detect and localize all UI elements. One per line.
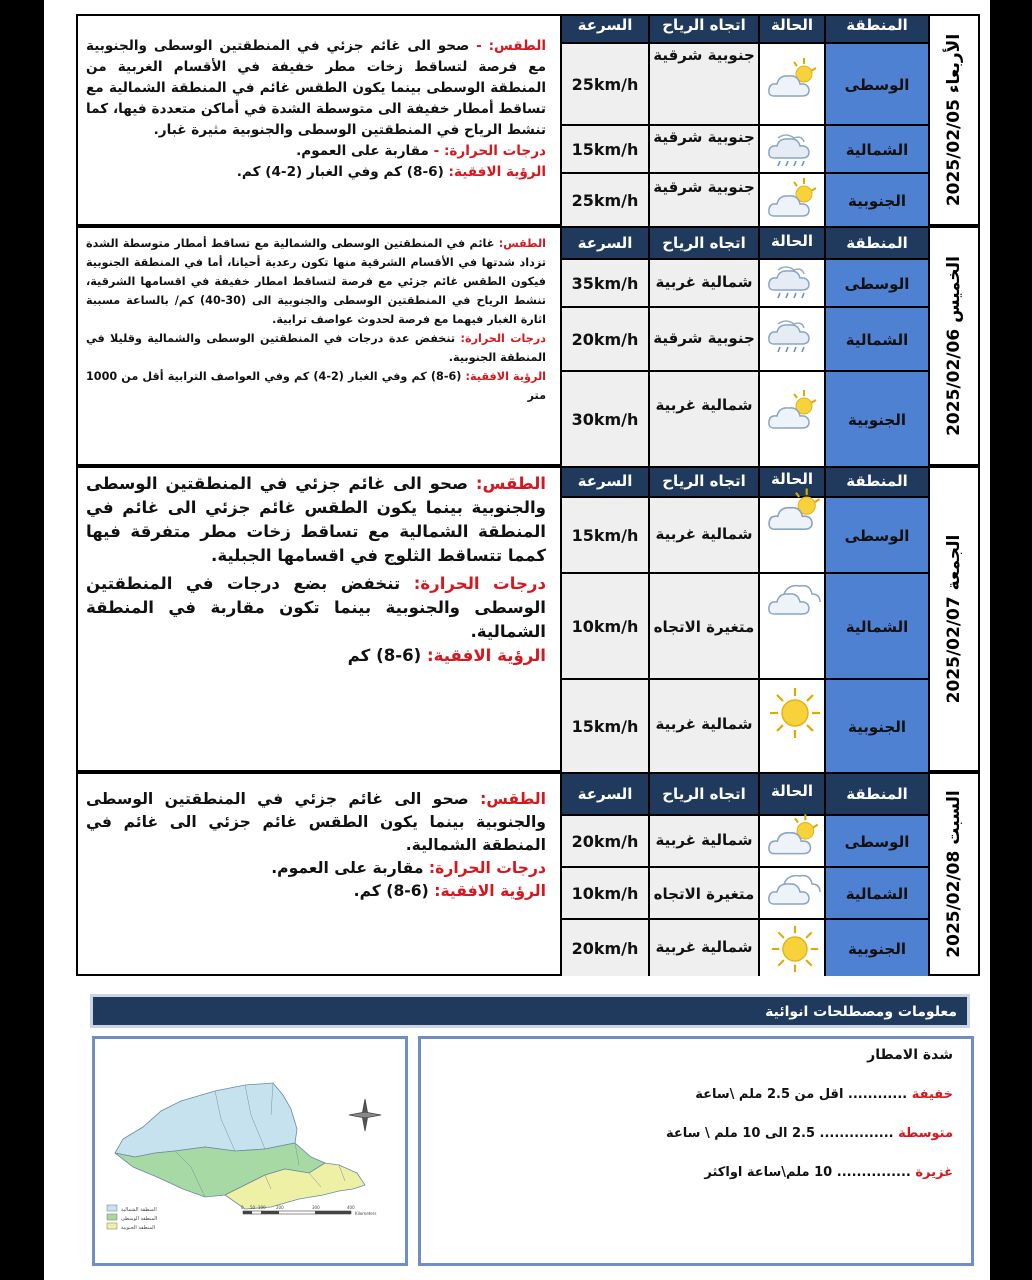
header-condition: الحالة [760,228,826,258]
day-date: السبت 2025/02/08 [928,774,978,974]
header-speed: السرعة [562,16,650,42]
legend-row-heavy: غزيرة ............... 10 ملم\ساعة اواكثر [704,1165,953,1180]
day-forecast-text [78,468,562,770]
region-name: الجنوبية [826,678,930,772]
region-name: الجنوبية [826,172,930,226]
legend-row-moderate: متوسطة ............... 2.5 الى 10 ملم \ ساعة [666,1126,953,1141]
day-forecast-text [78,228,562,464]
header-wind-direction: اتجاه الرياح [650,468,760,496]
region-name: الوسطى [826,42,930,124]
header-speed: السرعة [562,228,650,258]
rain-intensity-legend [418,1036,974,1266]
region-name: الشمالية [826,306,930,370]
temperature-label: درجات الحرارة: [460,332,546,345]
region-name: الوسطى [826,814,930,866]
cloud-rain-icon [766,130,822,170]
info-bar-title: معلومات ومصطلحات انوائية [90,994,970,1028]
scale-tick: 300 [312,1205,320,1210]
day-block-saturday [76,772,980,976]
header-wind-direction: اتجاه الرياح [650,16,760,42]
wind-direction: متغيرة الاتجاه [650,866,760,918]
temperature-label: درجات الحرارة: [413,574,546,593]
scale-unit: Kilometers [355,1211,377,1216]
visibility-text: (6-8) كم وفي الغبار (2-4) كم. [236,164,449,180]
wind-speed: 30km/h [562,370,650,466]
wind-speed: 20km/h [562,918,650,976]
header-region: المنطقة [826,228,930,258]
wind-direction: شمالية غربية [650,918,760,976]
region-name: الشمالية [826,866,930,918]
partly-cloudy-icon [766,388,822,434]
wind-direction: جنوبية شرقية [650,124,760,172]
header-condition: الحالة [760,468,826,496]
wind-direction: شمالية غربية [650,496,760,572]
partly-cloudy-icon [766,176,822,222]
header-region: المنطقة [826,468,930,496]
partly-cloudy-icon [766,56,822,102]
sun-icon [770,924,820,974]
weather-label: الطقس: [475,474,546,493]
partly-cloudy-icon [766,486,826,536]
visibility-label: الرؤية الافقية: [427,646,546,665]
header-region: المنطقة [826,16,930,42]
region-name: الجنوبية [826,918,930,976]
header-wind-direction: اتجاه الرياح [650,228,760,258]
region-name: الوسطى [826,258,930,306]
scale-tick: 400 [347,1205,355,1210]
wind-speed: 25km/h [562,42,650,124]
cloud-rain-icon [766,316,822,356]
day-forecast-text: الطقس: - صحو الى غائم جزئي في المنطقتين الوسطى والجنوبية مع فرصة لتساقط زخات مطر خفيفة في الأقسام الغربية من المنطقة الوسطى بينما يكون الطقس غائم في المنطقة الشمالية مع تساقط أمطار خفيفة الى متوسطة الشدة في أماكن متعددة فيها، كما تنشط الرياح في المنطقتين الوسطى والجنوبية مثيرة غبار. درجات الحرارة: - مقاربة على العموم. الرؤية الافقية: (6-8) كم وفي الغبار (2-4) كم. [78,16,562,224]
wind-direction: شمالية غربية [650,370,760,466]
wind-direction: جنوبية شرقية [650,42,760,124]
temperature-text: تنخفض عدة درجات في المنطقتين الوسطى والشمالية وقليلا في المنطقة الجنوبية. [86,332,546,364]
forecast-page [44,0,990,1280]
map-legend-item: المنطقة الشمالية [121,1207,157,1213]
wind-direction: متغيرة الاتجاه [650,572,760,678]
header-speed: السرعة [562,774,650,814]
wind-speed: 15km/h [562,678,650,772]
weather-text: غائم في المنطقتين الوسطى والشمالية مع تساقط أمطار متوسطة الشدة تزداد شدتها في الأقسام الشرقية منها تكون رعدية أحيانا، أما في المنطقة الجنوبية فيكون الطقس غائم جزئي مع فرصة لتساقط امطار خفيفة في اقسامها الشرقية، تنشط الرياح في المنطقتين الوسطى والجنوبية الى (30-40) كم/ بالساعة مسببة اثارة الغبار فيهما مع فرصة لحدوث عواصف ترابية. [86,237,546,326]
day-date: الخميس 2025/02/06 [928,228,978,464]
wind-direction: جنوبية شرقية [650,306,760,370]
weather-text: صحو الى غائم جزئي في المنطقتين الوسطى والجنوبية بينما يكون الطقس غائم جزئي الى غائم في المنطقة الشمالية مع تساقط زخات مطر متفرقة فيها كمما تتساقط الثلوج في اقسامها الجبلية. [86,474,546,565]
region-name: الشمالية [826,572,930,678]
visibility-label: الرؤية الافقية: [465,370,546,383]
sun-icon [768,686,822,740]
legend-row-light: خفيفة ............ اقل من 2.5 ملم \ساعة [695,1087,953,1102]
scale-tick: 0 [241,1205,244,1210]
header-condition: الحالة [760,774,826,814]
visibility-label: الرؤية الافقية: [448,164,546,180]
day-block-wednesday [76,14,980,226]
wind-speed: 20km/h [562,814,650,866]
wind-speed: 15km/h [562,496,650,572]
day-date: الأربعاء 2025/02/05 [928,16,978,224]
weather-text: صحو الى غائم جزئي في المنطقتين الوسطى والجنوبية مع فرصة لتساقط زخات مطر خفيفة في الأقسام الغربية من المنطقة الوسطى بينما يكون الطقس غائم في المنطقة الشمالية مع تساقط أمطار خفيفة الى متوسطة الشدة في أماكن متعددة فيها، كما تنشط الرياح في المنطقتين الوسطى والجنوبية مثيرة غبار. [86,38,546,138]
scale-tick: 50 [250,1205,256,1210]
day-block-friday [76,466,980,772]
weather-label: الطقس: [488,38,547,54]
weather-text: صحو الى غائم جزئي في المنطقتين الوسطى والجنوبية بينما يكون الطقس غائم جزئي الى غائم في المنطقة الشمالية. [86,790,546,854]
visibility-text: (6-8) كم [347,646,428,665]
weather-label: الطقس: [480,790,546,808]
region-name: الوسطى [826,496,930,572]
cloudy-icon [766,870,826,910]
visibility-text: (6-8) كم. [353,882,435,900]
temperature-label: درجات الحرارة: [428,859,546,877]
weather-label: الطقس: [498,237,546,250]
map-graphic [95,1039,405,1263]
header-speed: السرعة [562,468,650,496]
header-wind-direction: اتجاه الرياح [650,774,760,814]
visibility-label: الرؤية الافقية: [434,882,546,900]
rain-intensity-title: شدة الامطار [867,1047,953,1063]
region-name: الجنوبية [826,370,930,466]
temperature-text: مقاربة على العموم. [296,143,434,159]
compass-rose-icon [349,1099,381,1131]
cloud-rain-icon [766,262,822,302]
temperature-text: تنخفض بضع درجات في المنطقتين الوسطى والجنوبية بينما تكون مقاربة في المنطقة الشمالية. [86,574,546,641]
wind-speed: 10km/h [562,866,650,918]
iraq-regions-map [92,1036,408,1266]
scale-tick: 100 [258,1205,266,1210]
map-legend-item: المنطقة الوسطى [121,1216,158,1222]
day-date: الجمعة 2025/02/07 [928,468,978,770]
temperature-text: مقاربة على العموم. [271,859,429,877]
partly-cloudy-icon [766,812,824,860]
visibility-text: (6-8) كم وفي الغبار (2-4) كم وفي العواصف الترابية أقل من 1000 متر [86,370,546,402]
wind-speed: 10km/h [562,572,650,678]
region-name: الشمالية [826,124,930,172]
wind-speed: 20km/h [562,306,650,370]
wind-speed: 15km/h [562,124,650,172]
day-block-thursday [76,226,980,466]
day-forecast-text [78,774,562,974]
wind-direction: جنوبية شرقية [650,172,760,226]
wind-speed: 25km/h [562,172,650,226]
wind-direction: شمالية غربية [650,814,760,866]
scale-tick: 200 [276,1205,284,1210]
map-scale-bar [241,1205,376,1216]
wind-direction: شمالية غربية [650,258,760,306]
header-region: المنطقة [826,774,930,814]
cloudy-icon [766,580,826,620]
wind-direction: شمالية غربية [650,678,760,772]
temperature-label: درجات الحرارة: [443,143,546,159]
wind-speed: 35km/h [562,258,650,306]
header-condition: الحالة [760,16,826,42]
map-legend-item: المنطقة الجنوبية [121,1225,156,1231]
